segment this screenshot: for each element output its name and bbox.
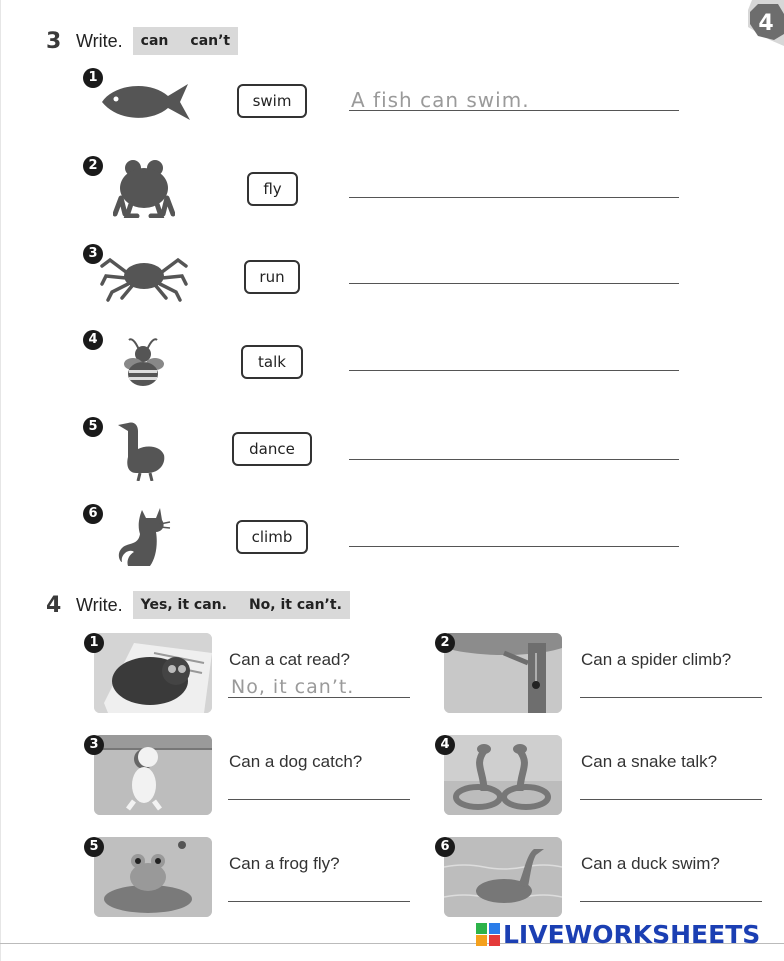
question-text: Can a spider climb? bbox=[581, 650, 732, 669]
item-number: 3 bbox=[84, 735, 104, 755]
section-4-title: Write. bbox=[76, 594, 123, 615]
answer-example: A fish can swim. bbox=[351, 88, 530, 112]
section-4-number: 4 bbox=[46, 592, 62, 618]
answer-line[interactable] bbox=[580, 901, 762, 902]
section-3-header bbox=[46, 27, 238, 55]
section-3-item-5 bbox=[0, 417, 784, 497]
duck-pond-picture bbox=[444, 837, 562, 917]
word-cant: can’t bbox=[190, 33, 231, 49]
question-text: Can a cat read? bbox=[229, 650, 350, 669]
answer-line[interactable] bbox=[580, 799, 762, 800]
item-number: 1 bbox=[83, 68, 103, 88]
unit-badge bbox=[744, 0, 784, 46]
dog-catching-picture bbox=[94, 735, 212, 815]
phrase-yes: Yes, it can. bbox=[140, 597, 227, 613]
section-4-header bbox=[46, 591, 350, 619]
frog-icon bbox=[113, 158, 175, 218]
question-text: Can a frog fly? bbox=[229, 854, 340, 873]
cat-reading-picture bbox=[94, 633, 212, 713]
frog-lilypad-picture bbox=[94, 837, 212, 917]
question-text: Can a dog catch? bbox=[229, 752, 363, 771]
item-number: 1 bbox=[84, 633, 104, 653]
item-number: 3 bbox=[83, 244, 103, 264]
answer-line[interactable] bbox=[349, 197, 679, 198]
bee-icon bbox=[117, 334, 171, 394]
section-3-item-6 bbox=[0, 504, 784, 584]
item-number: 6 bbox=[83, 504, 103, 524]
answer-line[interactable] bbox=[349, 459, 679, 460]
section-3-item-3 bbox=[0, 242, 784, 322]
answer-line[interactable] bbox=[349, 546, 679, 547]
word-can: can bbox=[140, 33, 169, 49]
answer-line[interactable] bbox=[228, 901, 410, 902]
spider-icon bbox=[100, 252, 188, 302]
verb-box-talk: talk bbox=[241, 345, 303, 379]
answer-example: No, it can’t. bbox=[231, 676, 355, 698]
answer-line[interactable] bbox=[349, 283, 679, 284]
snakes-picture bbox=[444, 735, 562, 815]
unit-number: 4 bbox=[758, 11, 774, 36]
section-3-item-1 bbox=[0, 66, 784, 146]
verb-box-swim: swim bbox=[237, 84, 307, 118]
verb-box-dance: dance bbox=[232, 432, 312, 466]
item-number: 5 bbox=[83, 417, 103, 437]
spider-tree-picture bbox=[444, 633, 562, 713]
section-3-number: 3 bbox=[46, 28, 62, 54]
answer-line[interactable] bbox=[228, 697, 410, 698]
item-number: 5 bbox=[84, 837, 104, 857]
item-number: 4 bbox=[83, 330, 103, 350]
verb-box-run: run bbox=[244, 260, 300, 294]
cat-icon bbox=[116, 504, 172, 568]
duck-icon bbox=[116, 419, 168, 481]
answer-line[interactable] bbox=[228, 799, 410, 800]
phrase-no: No, it can’t. bbox=[248, 597, 342, 613]
liveworksheets-logo bbox=[476, 920, 760, 949]
item-number: 2 bbox=[83, 156, 103, 176]
section-3-word-box bbox=[133, 27, 238, 55]
item-number: 4 bbox=[435, 735, 455, 755]
verb-box-climb: climb bbox=[236, 520, 308, 554]
section-3-item-4 bbox=[0, 330, 784, 410]
fish-icon bbox=[100, 80, 192, 126]
verb-box-fly: fly bbox=[247, 172, 298, 206]
question-text: Can a snake talk? bbox=[581, 752, 718, 771]
section-3-item-2 bbox=[0, 154, 784, 234]
section-3-title: Write. bbox=[76, 30, 123, 51]
item-number: 2 bbox=[435, 633, 455, 653]
brand-name: LIVEWORKSHEETS bbox=[503, 920, 761, 949]
section-4-phrase-box bbox=[133, 591, 350, 619]
liveworksheets-logo-icon bbox=[476, 923, 500, 947]
item-number: 6 bbox=[435, 837, 455, 857]
answer-line[interactable] bbox=[349, 370, 679, 371]
question-text: Can a duck swim? bbox=[581, 854, 720, 873]
answer-line[interactable] bbox=[580, 697, 762, 698]
